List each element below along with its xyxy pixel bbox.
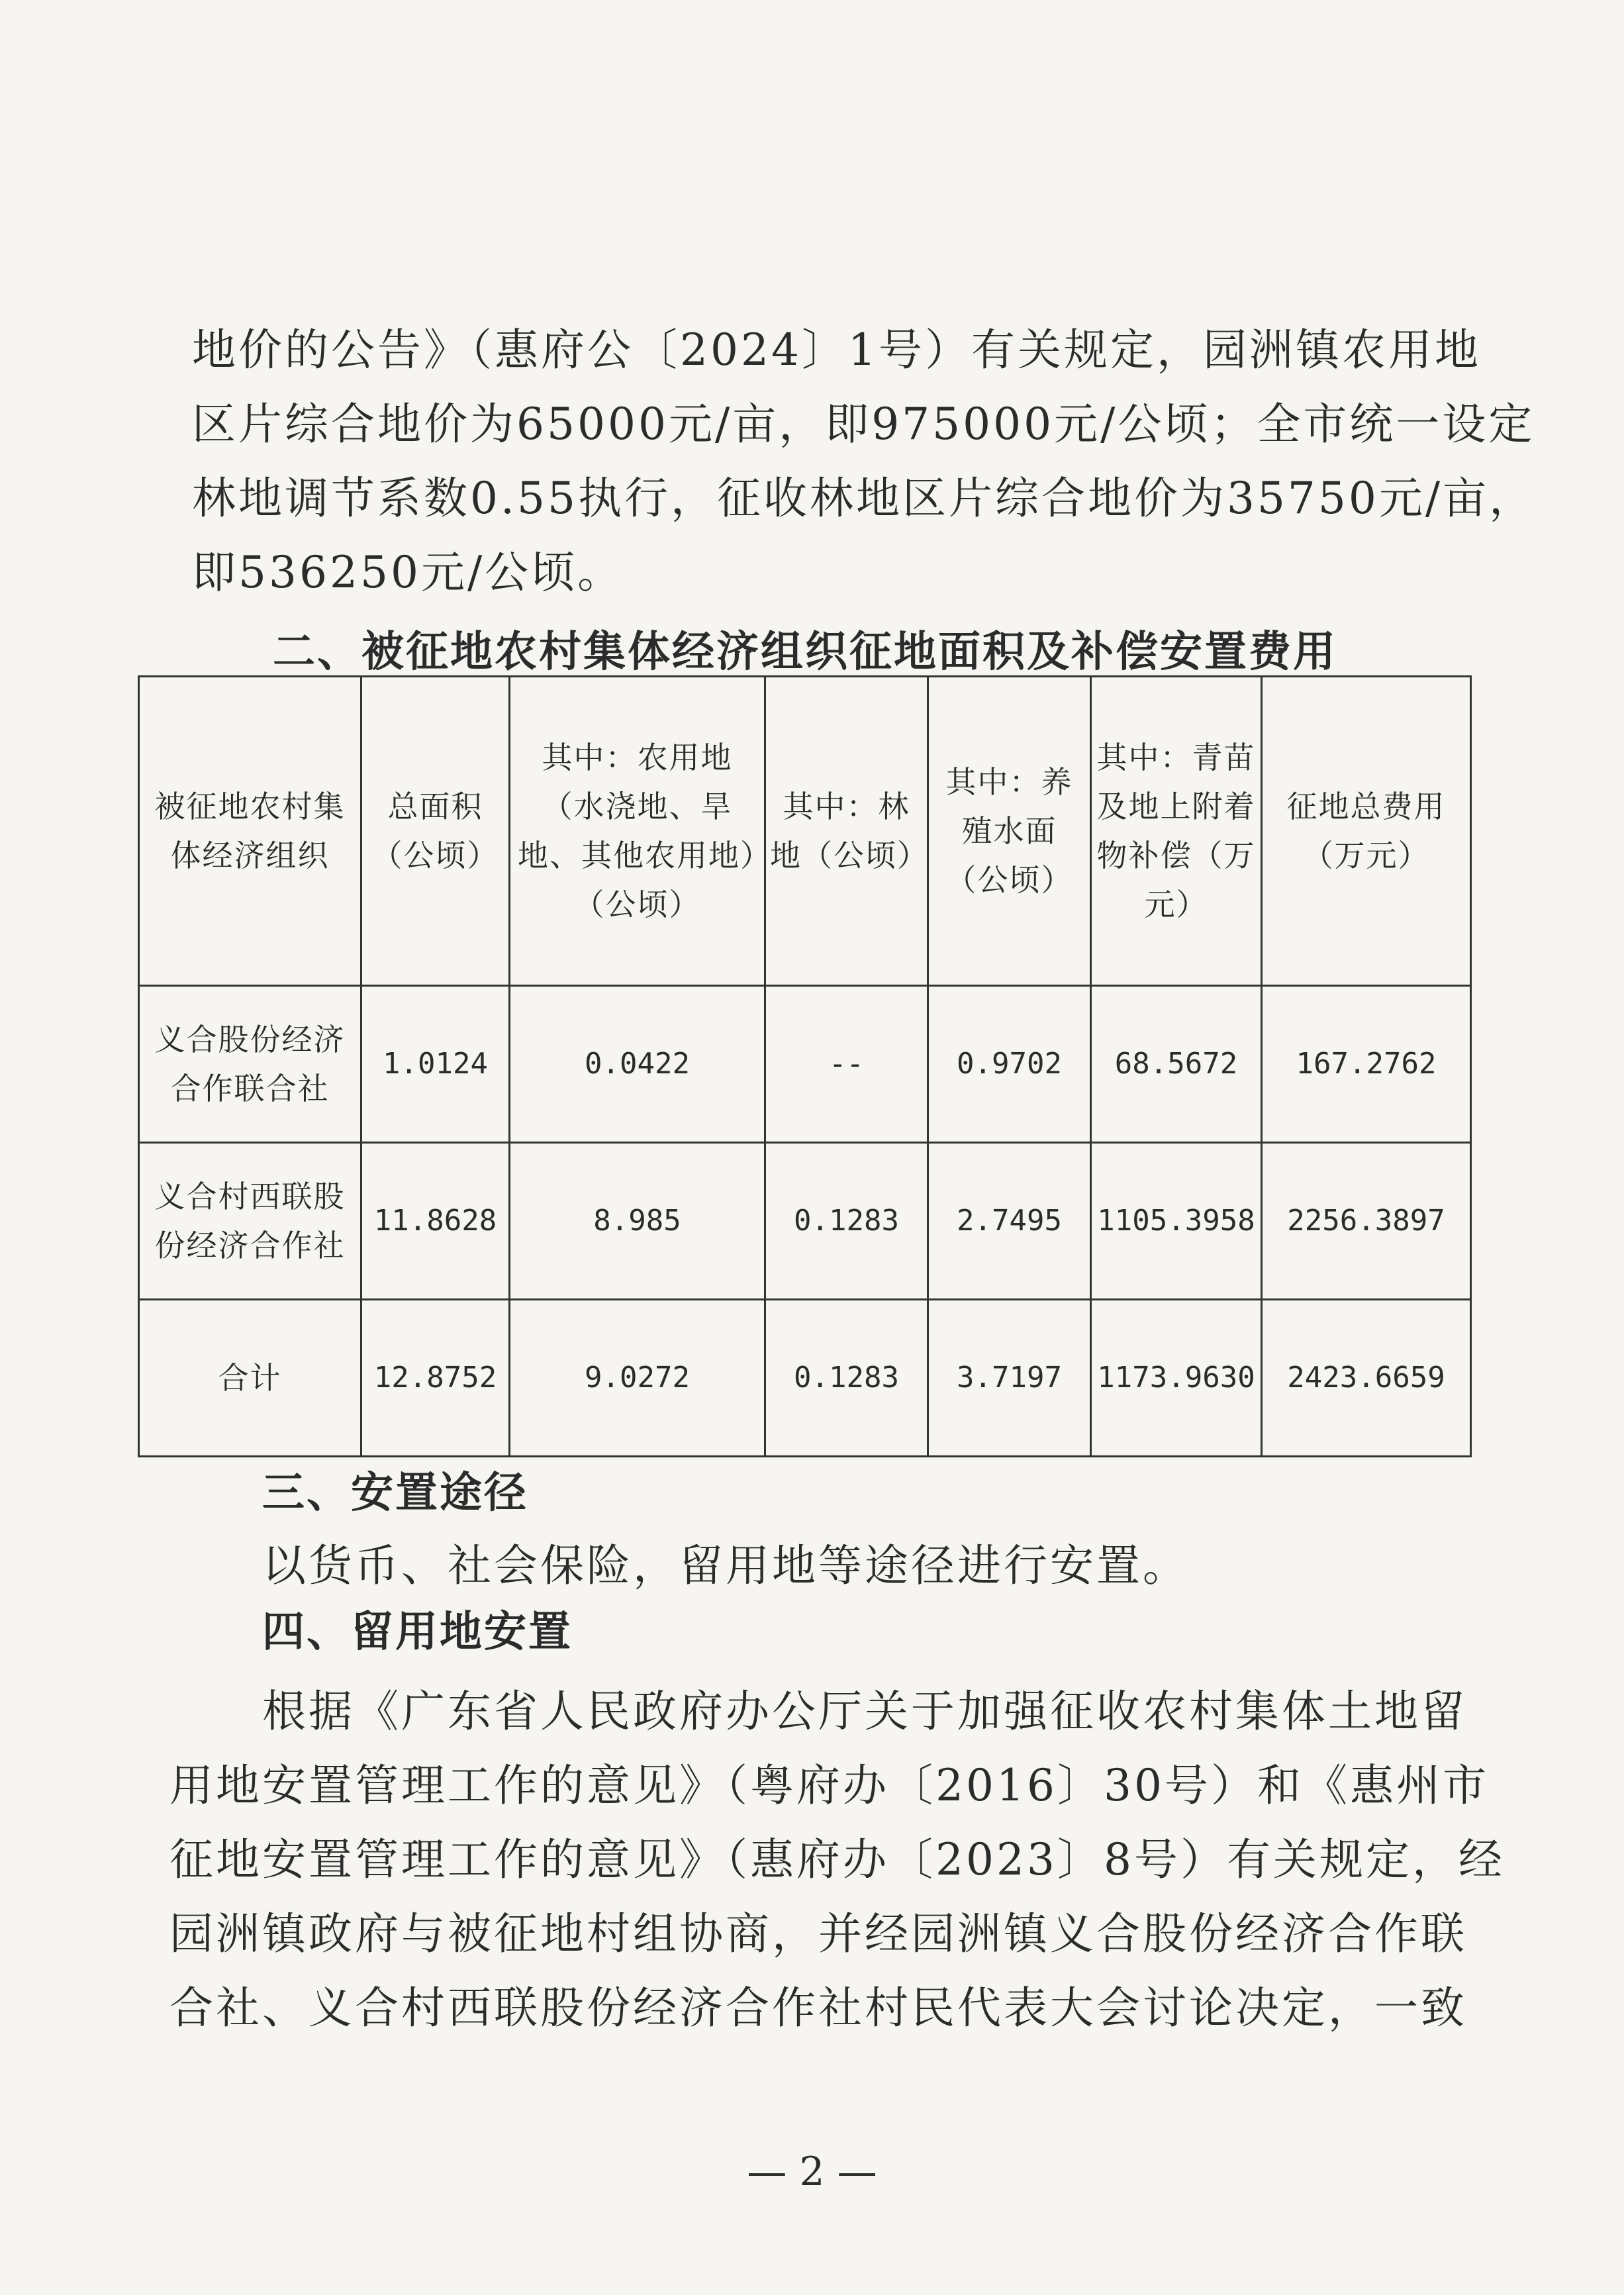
header-aquaculture: 其中：养殖水面（公顷）	[928, 677, 1091, 986]
table-row	[139, 986, 1471, 1143]
table-row	[139, 1143, 1471, 1300]
paragraph1-line-1: 地价的公告》（惠府公〔2024〕1号）有关规定，园洲镇农用地	[192, 324, 1481, 375]
section3-heading: 三、安置途径	[262, 1469, 528, 1518]
section2-heading: 二、被征地农村集体经济组织征地面积及补偿安置费用	[273, 628, 1337, 677]
cell-total-area: 11.8628	[361, 1143, 510, 1300]
cell-total-fee: 2423.6659	[1262, 1300, 1471, 1457]
cell-forest: 0.1283	[765, 1143, 928, 1300]
cell-crop-compensation: 68.5672	[1091, 986, 1262, 1143]
cell-farmland: 9.0272	[510, 1300, 765, 1457]
paragraph4-line-1: 根据《广东省人民政府办公厅关于加强征收农村集体土地留	[262, 1686, 1467, 1737]
paragraph1-line-2: 区片综合地价为65000元/亩，即975000元/公顷；全市统一设定	[192, 399, 1535, 450]
cell-crop-compensation: 1173.9630	[1091, 1300, 1262, 1457]
header-farmland: 其中：农用地（水浇地、旱地、其他农用地）（公顷）	[510, 677, 765, 986]
cell-organization: 义合股份经济合作联合社	[139, 986, 361, 1143]
paragraph1-line-3: 林地调节系数0.55执行，征收林地区片综合地价为35750元/亩，	[192, 473, 1536, 524]
header-organization: 被征地农村集体经济组织	[139, 677, 361, 986]
cell-total-area: 12.8752	[361, 1300, 510, 1457]
cell-total-fee: 167.2762	[1262, 986, 1471, 1143]
cell-farmland: 8.985	[510, 1143, 765, 1300]
header-forest: 其中：林地（公顷）	[765, 677, 928, 986]
table-total-row	[139, 1300, 1471, 1457]
cell-aquaculture: 3.7197	[928, 1300, 1091, 1457]
page-number: — 2 —	[747, 2149, 877, 2195]
cell-aquaculture: 0.9702	[928, 986, 1091, 1143]
cell-total-fee: 2256.3897	[1262, 1143, 1471, 1300]
paragraph4-line-3: 征地安置管理工作的意见》（惠府办〔2023〕8号）有关规定，经	[169, 1834, 1505, 1885]
header-crop-compensation: 其中：青苗及地上附着物补偿（万元）	[1091, 677, 1262, 986]
land-compensation-table	[138, 675, 1472, 1457]
cell-aquaculture: 2.7495	[928, 1143, 1091, 1300]
paragraph4-line-4: 园洲镇政府与被征地村组协商，并经园洲镇义合股份经济合作联	[169, 1908, 1467, 1959]
paragraph4-line-5: 合社、义合村西联股份经济合作社村民代表大会讨论决定，一致	[169, 1982, 1467, 2033]
table-header-row	[139, 677, 1471, 986]
cell-total-area: 1.0124	[361, 986, 510, 1143]
header-total-area: 总面积（公顷）	[361, 677, 510, 986]
cell-organization: 义合村西联股份经济合作社	[139, 1143, 361, 1300]
header-total-fee: 征地总费用（万元）	[1262, 677, 1471, 986]
section3-text: 以货币、社会保险，留用地等途径进行安置。	[262, 1540, 1189, 1591]
cell-forest: 0.1283	[765, 1300, 928, 1457]
cell-forest: --	[765, 986, 928, 1143]
paragraph1-line-4: 即536250元/公顷。	[192, 547, 624, 598]
section4-heading: 四、留用地安置	[262, 1608, 573, 1657]
cell-crop-compensation: 1105.3958	[1091, 1143, 1262, 1300]
cell-total-label: 合计	[139, 1300, 361, 1457]
cell-farmland: 0.0422	[510, 986, 765, 1143]
paragraph4-line-2: 用地安置管理工作的意见》（粤府办〔2016〕30号）和《惠州市	[169, 1760, 1489, 1811]
